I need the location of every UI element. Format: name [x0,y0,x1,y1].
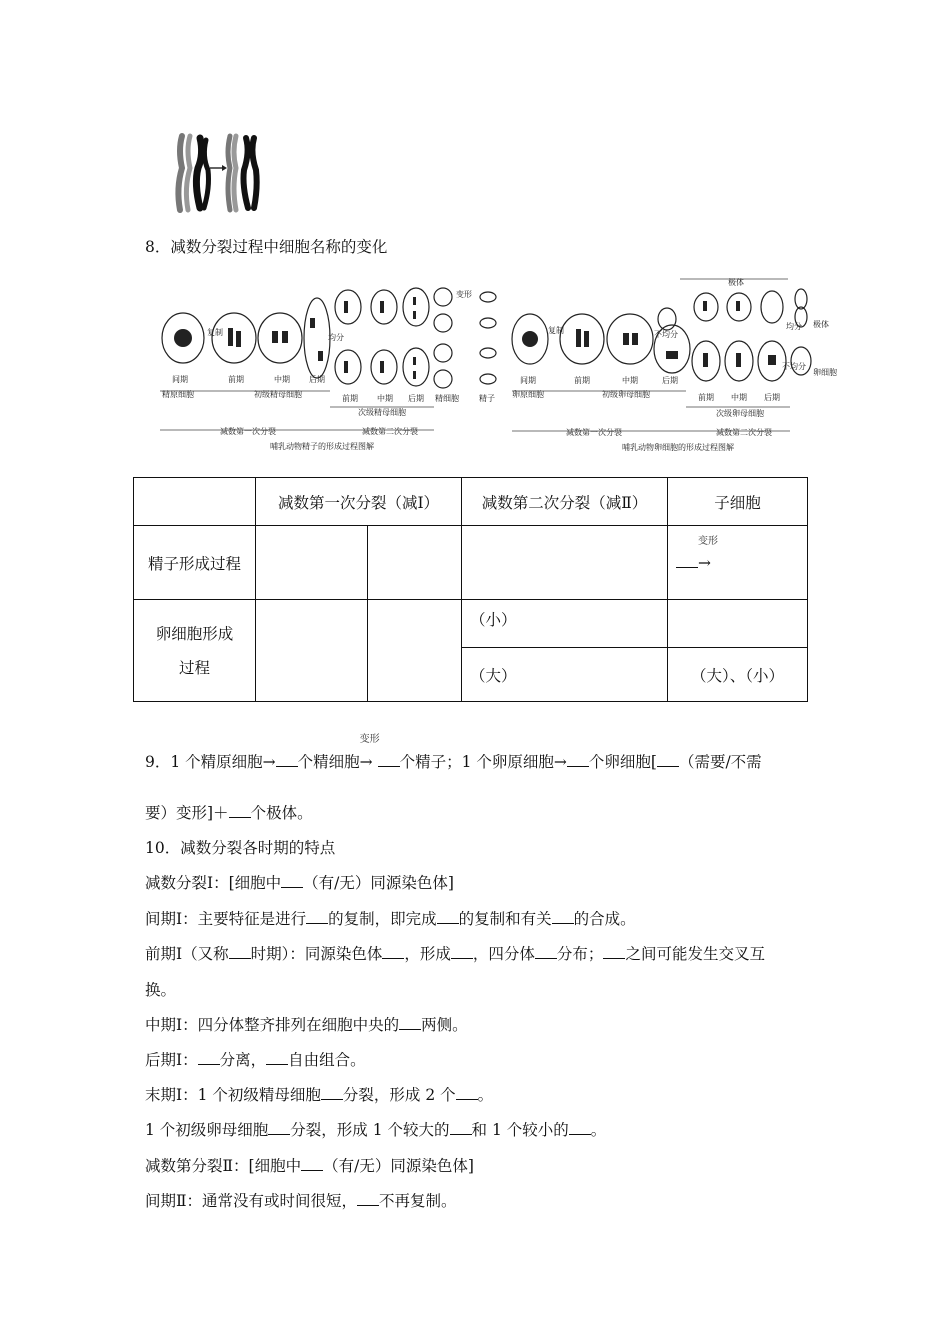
table-header-meiosis2: 减数第二次分裂（减Ⅱ） [462,478,668,526]
answer-blank[interactable] [268,1120,290,1135]
svg-text:前期: 前期 [574,376,590,385]
svg-text:后期: 后期 [764,393,780,402]
svg-text:均分: 均分 [786,322,802,331]
svg-text:后期: 后期 [309,375,325,384]
svg-text:复制: 复制 [548,326,564,335]
svg-text:次级精母细胞: 次级精母细胞 [358,408,406,417]
q8-title: 8．减数分裂过程中细胞名称的变化 [145,238,388,256]
q10-line-meiosis1: 减数分裂Ⅰ：[细胞中 （有/无）同源染色体] [145,874,454,892]
svg-text:中期: 中期 [377,394,393,403]
answer-blank[interactable] [657,752,679,767]
answer-blank[interactable] [281,873,303,888]
answer-blank[interactable] [229,944,251,959]
answer-blank[interactable] [357,1191,379,1206]
q9-line1: 9．1 个精原细胞→ 个精细胞 变形 → 个精子；1 个卵原细胞→ 个卵细胞[ （需要/不需 [145,734,762,771]
q9-line2: 要）变形]＋ 个极体。 [145,804,313,822]
q10-line-interphase1: 间期Ⅰ：主要特征是进行 的复制，即完成 的复制和有关 的合成。 [145,910,636,928]
svg-text:减数第二次分裂: 减数第二次分裂 [362,427,418,436]
answer-blank[interactable] [378,752,400,767]
table-header-empty [134,478,256,526]
chromosome-pair-before [178,136,208,210]
row-egg-label: 卵细胞形成 过程 [134,600,256,702]
figure-left-caption: 哺乳动物精子的形成过程图解 [270,442,374,451]
answer-blank[interactable] [552,909,574,924]
table-header-daughter: 子细胞 [668,478,808,526]
table-cell[interactable] [368,600,462,702]
oogenesis-diagram [510,269,837,455]
answer-blank[interactable] [451,944,473,959]
svg-text:前期: 前期 [228,375,244,384]
svg-text:卵原细胞: 卵原细胞 [512,390,544,399]
egg-large-cell[interactable]: （大） [462,648,668,702]
cell-name-table [133,477,808,702]
q10-line-interphase2: 间期Ⅱ：通常没有或时间很短， 不再复制。 [145,1192,457,1210]
process-label-transform: 变形 [456,290,472,299]
q10-title: 10．减数分裂各时期的特点 [145,839,336,857]
process-label-equal: 均分 [328,333,344,342]
svg-text:减数第一次分裂: 减数第一次分裂 [566,428,622,437]
svg-text:极体: 极体 [813,320,829,329]
svg-text:卵细胞: 卵细胞 [813,368,837,377]
answer-blank[interactable] [198,1050,220,1065]
q10-line-anaphase1: 后期Ⅰ： 分离， 自由组合。 [145,1051,366,1069]
answer-blank[interactable] [567,752,589,767]
svg-text:前期: 前期 [698,393,714,402]
answer-blank[interactable] [321,1085,343,1100]
q10-line-telophase1: 末期Ⅰ：1 个初级精母细胞 分裂，形成 2 个 。 [145,1086,494,1104]
answer-blank[interactable] [450,1120,472,1135]
table-header-meiosis1: 减数第一次分裂（减Ⅰ） [256,478,462,526]
answer-blank[interactable] [437,909,459,924]
answer-blank[interactable] [266,1050,288,1065]
svg-text:中期: 中期 [622,376,638,385]
table-cell[interactable] [462,526,668,600]
svg-text:间期: 间期 [172,375,188,384]
svg-text:中期: 中期 [731,393,747,402]
answer-blank[interactable] [229,803,251,818]
svg-text:初级精母细胞: 初级精母细胞 [254,390,302,399]
answer-blank[interactable] [603,944,625,959]
answer-blank[interactable] [276,752,298,767]
svg-text:前期: 前期 [342,394,358,403]
svg-text:减数第一次分裂: 减数第一次分裂 [220,427,276,436]
q10-line-prophase1-cont: 换。 [145,981,177,999]
svg-text:不均分: 不均分 [782,362,806,371]
table-cell[interactable] [256,600,368,702]
chromosome-replication-figure [170,130,265,214]
answer-blank[interactable] [569,1120,591,1135]
svg-text:减数第二次分裂: 减数第二次分裂 [716,428,772,437]
process-label-replicate: 复制 [207,328,223,337]
answer-blank[interactable] [382,944,404,959]
svg-text:不均分: 不均分 [654,330,678,339]
arrow-icon [210,165,227,171]
spermatogenesis-diagram [158,283,510,455]
table-cell[interactable] [368,526,462,600]
table-cell[interactable] [256,526,368,600]
egg-small-cell[interactable]: （小） [462,600,668,648]
answer-blank[interactable] [306,909,328,924]
sperm-daughter-cell[interactable]: 变形 → [668,526,808,600]
q10-line-meiosis2: 减数第分裂Ⅱ：[细胞中 （有/无）同源染色体] [145,1157,474,1175]
svg-text:间期: 间期 [520,376,536,385]
figure-right-caption: 哺乳动物卵细胞的形成过程图解 [622,443,734,452]
answer-blank[interactable] [301,1156,323,1171]
q10-line-oocyte: 1 个初级卵母细胞 分裂，形成 1 个较大的 和 1 个较小的 。 [145,1121,607,1139]
answer-blank[interactable] [535,944,557,959]
q10-line-metaphase1: 中期Ⅰ：四分体整齐排列在细胞中央的 两侧。 [145,1016,468,1034]
svg-text:次级卵母细胞: 次级卵母细胞 [716,409,764,418]
svg-text:精原细胞: 精原细胞 [162,390,194,399]
answer-blank[interactable] [456,1085,478,1100]
answer-blank[interactable] [676,553,698,568]
svg-text:后期: 后期 [662,376,678,385]
chromosome-pair-after [228,136,257,210]
table-cell[interactable] [668,600,808,648]
svg-text:精子: 精子 [479,394,495,403]
label-polar-body: 极体 [728,278,744,287]
answer-blank[interactable] [399,1015,421,1030]
q10-line-prophase1: 前期Ⅰ（又称 时期）：同源染色体 ，形成 ，四分体 分布； 之间可能发生交叉互 [145,945,765,963]
svg-text:后期: 后期 [408,394,424,403]
svg-text:中期: 中期 [274,375,290,384]
svg-text:初级卵母细胞: 初级卵母细胞 [602,390,650,399]
egg-daughter-cell[interactable]: （大）、（小） [668,648,808,702]
svg-text:精细胞: 精细胞 [435,394,459,403]
row-sperm-label: 精子形成过程 [134,526,256,600]
